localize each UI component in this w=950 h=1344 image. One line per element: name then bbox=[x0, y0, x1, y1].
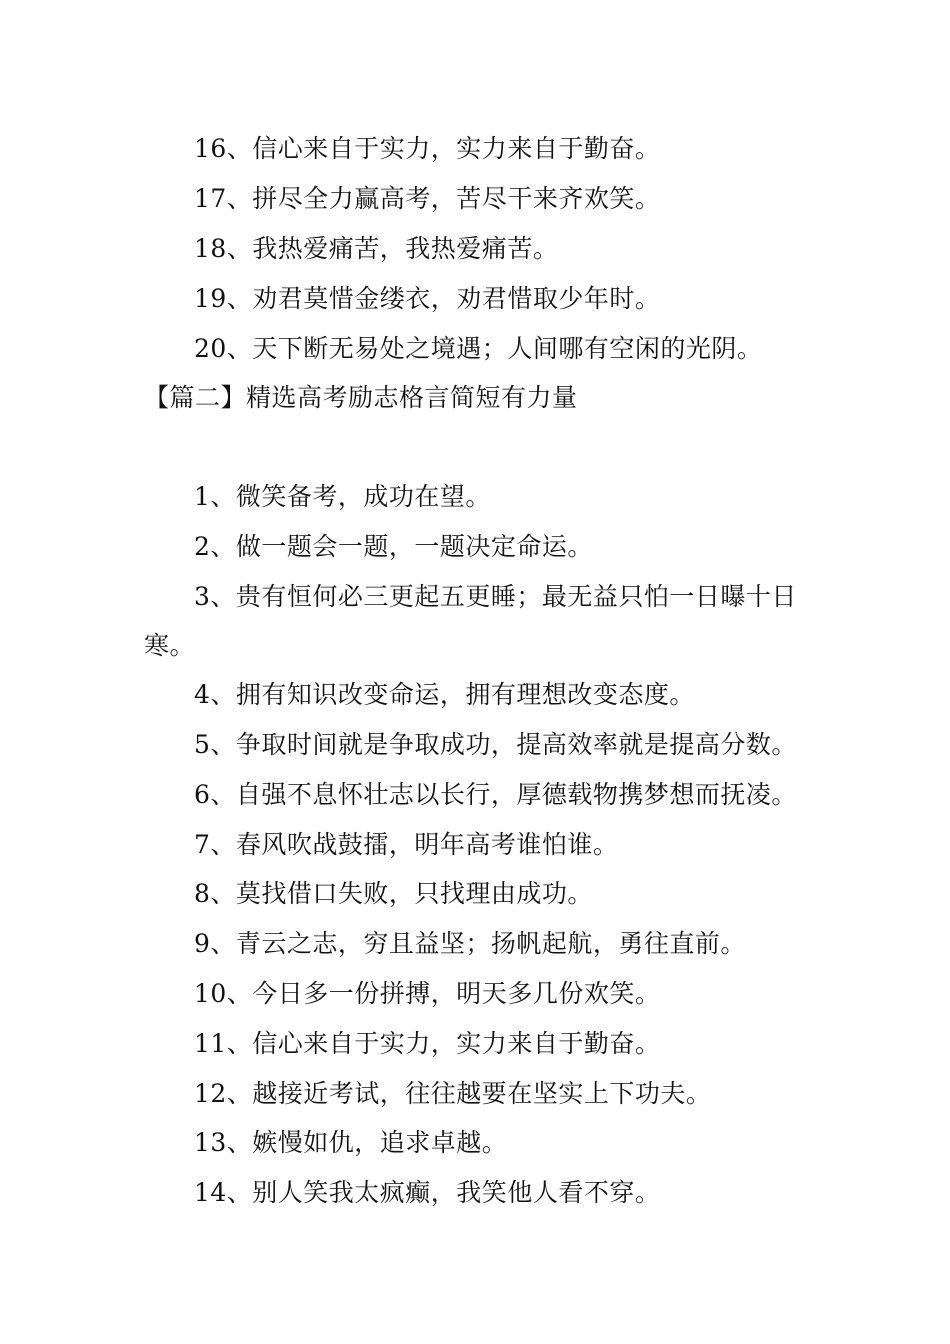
quote-line: 2、做一题会一题，一题决定命运。 bbox=[194, 532, 593, 561]
quote-line: 8、莫找借口失败，只找理由成功。 bbox=[194, 879, 593, 908]
quote-line-continuation: 寒。 bbox=[144, 631, 196, 660]
quote-line: 6、自强不息怀壮志以长行，厚德载物携梦想而抚凌。 bbox=[194, 780, 797, 809]
section-heading: 【篇二】精选高考励志格言简短有力量 bbox=[144, 383, 578, 412]
quote-line: 4、拥有知识改变命运，拥有理想改变态度。 bbox=[194, 680, 695, 709]
quote-line: 9、青云之志，穷且益坚；扬帆起航，勇往直前。 bbox=[194, 929, 746, 958]
quote-line: 3、贵有恒何必三更起五更睡；最无益只怕一日曝十日 bbox=[194, 582, 797, 611]
quote-line: 19、劝君莫惜金缕衣，劝君惜取少年时。 bbox=[194, 284, 661, 313]
quote-line: 18、我热爱痛苦，我热爱痛苦。 bbox=[194, 234, 559, 263]
quote-line: 17、拼尽全力赢高考，苦尽干来齐欢笑。 bbox=[194, 184, 661, 213]
quote-line: 7、春风吹战鼓擂，明年高考谁怕谁。 bbox=[194, 830, 619, 859]
quote-line: 20、天下断无易处之境遇；人间哪有空闲的光阴。 bbox=[194, 334, 763, 363]
quote-line: 12、越接近考试，往往越要在坚实上下功夫。 bbox=[194, 1079, 712, 1108]
quote-line: 10、今日多一份拼搏，明天多几份欢笑。 bbox=[194, 979, 661, 1008]
quote-line: 11、信心来自于实力，实力来自于勤奋。 bbox=[194, 1029, 661, 1058]
quote-line: 5、争取时间就是争取成功，提高效率就是提高分数。 bbox=[194, 730, 797, 759]
quote-line: 13、嫉慢如仇，追求卓越。 bbox=[194, 1128, 508, 1157]
quote-line: 1、微笑备考，成功在望。 bbox=[194, 482, 491, 511]
quote-line: 14、别人笑我太疯癫，我笑他人看不穿。 bbox=[194, 1178, 661, 1207]
quote-line: 16、信心来自于实力，实力来自于勤奋。 bbox=[194, 134, 661, 163]
